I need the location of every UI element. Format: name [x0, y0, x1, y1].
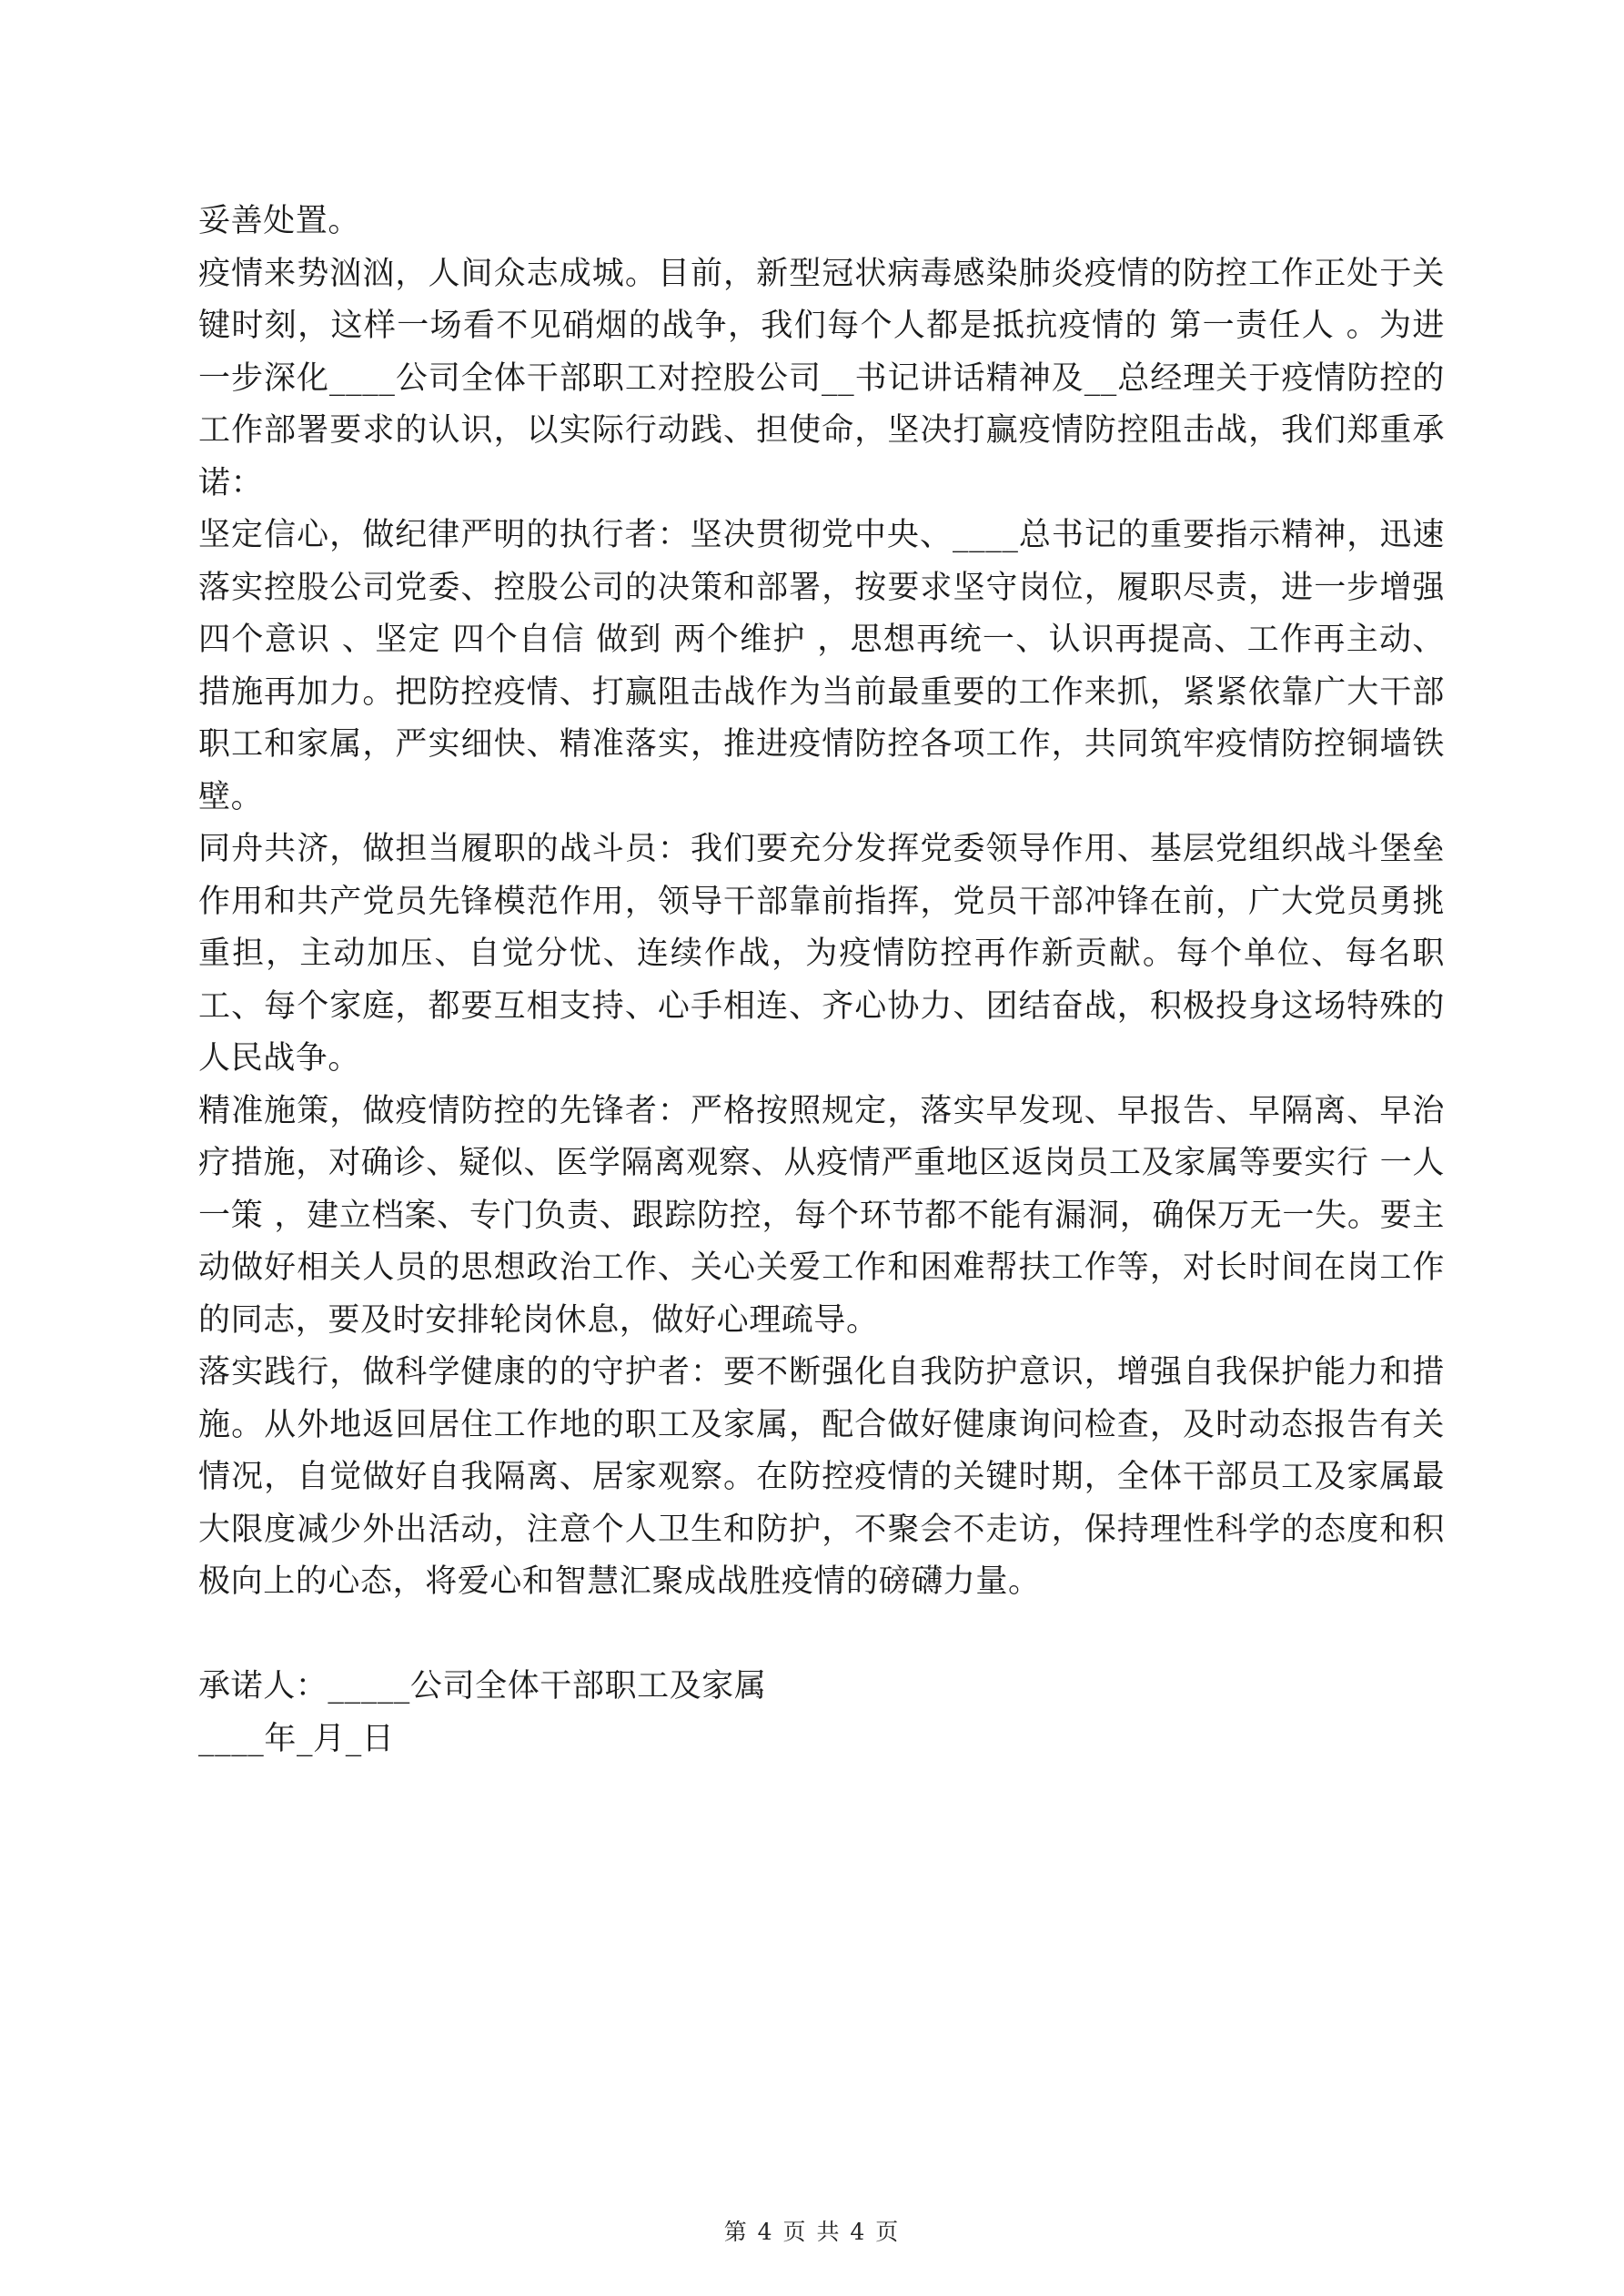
document-body — [198, 196, 1445, 1765]
date-line: ____年_月_日 — [198, 1720, 395, 1757]
page-number-footer: 第 4 页 共 4 页 — [723, 2219, 901, 2245]
paragraph-continuation: 妥善处置。 — [198, 203, 361, 239]
paragraph-practice-health: 落实践行，做科学健康的的守护者：要不断强化自我防护意识，增强自我保护能力和措施。从外地返回居住工作地的职工及家属，配合做好健康询问检查，及时动态报告有关情况，自觉做好自我隔离、居家观察。在防控疫情的关键时期，全体干部员工及家属最大限度减少外出活动，注意个人卫生和防护，不聚会不走访，保持理性科学的态度和积极向上的心态，将爱心和智慧汇聚成战胜疫情的磅礴力量。 — [198, 1354, 1445, 1600]
spacer — [198, 1609, 1445, 1662]
paragraph-solidarity: 同舟共济，做担当履职的战斗员：我们要充分发挥党委领导作用、基层党组织战斗堡垒作用和共产党员先锋模范作用，领导干部靠前指挥，党员干部冲锋在前，广大党员勇挑重担，主动加压、自觉分忧、连续作战，为疫情防控再作新贡献。每个单位、每名职工、每个家庭，都要互相支持、心手相连、齐心协力、团结奋战，积极投身这场特殊的人民战争。 — [198, 831, 1445, 1077]
signature-line: 承诺人：_____公司全体干部职工及家属 — [198, 1668, 767, 1704]
paragraph-firm-confidence: 坚定信心，做纪律严明的执行者：坚决贯彻党中央、____总书记的重要指示精神，迅速落实控股公司党委、控股公司的决策和部署，按要求坚守岗位，履职尽责，进一步增强 四个意识 、坚定 四个自信 做到 两个维护 ，思想再统一、认识再提高、工作再主动、措施再加力。把防控疫情、打赢阻击战作为当前最重要的工作来抓，紧紧依靠广大干部职工和家属，严实细快、精准落实，推进疫情防控各项工作，共同筑牢疫情防控铜墙铁壁。 — [198, 517, 1445, 815]
paragraph-intro-pledge: 疫情来势汹汹，人间众志成城。目前，新型冠状病毒感染肺炎疫情的防控工作正处于关键时刻，这样一场看不见硝烟的战争，我们每个人都是抵抗疫情的 第一责任人 。为进一步深化____公司全体干部职工对控股公司__书记讲话精神及__总经理关于疫情防控的工作部署要求的认识，以实际行动践、担使命，坚决打赢疫情防控阻击战，我们郑重承诺： — [198, 255, 1445, 501]
paragraph-precise-measures: 精准施策，做疫情防控的先锋者：严格按照规定，落实早发现、早报告、早隔离、早治疗措施，对确诊、疑似、医学隔离观察、从疫情严重地区返岗员工及家属等要实行 一人一策 ，建立档案、专门负责、跟踪防控，每个环节都不能有漏洞，确保万无一失。要主动做好相关人员的思想政治工作、关心关爱工作和困难帮扶工作等，对长时间在岗工作的同志，要及时安排轮岗休息，做好心理疏导。 — [198, 1092, 1445, 1339]
